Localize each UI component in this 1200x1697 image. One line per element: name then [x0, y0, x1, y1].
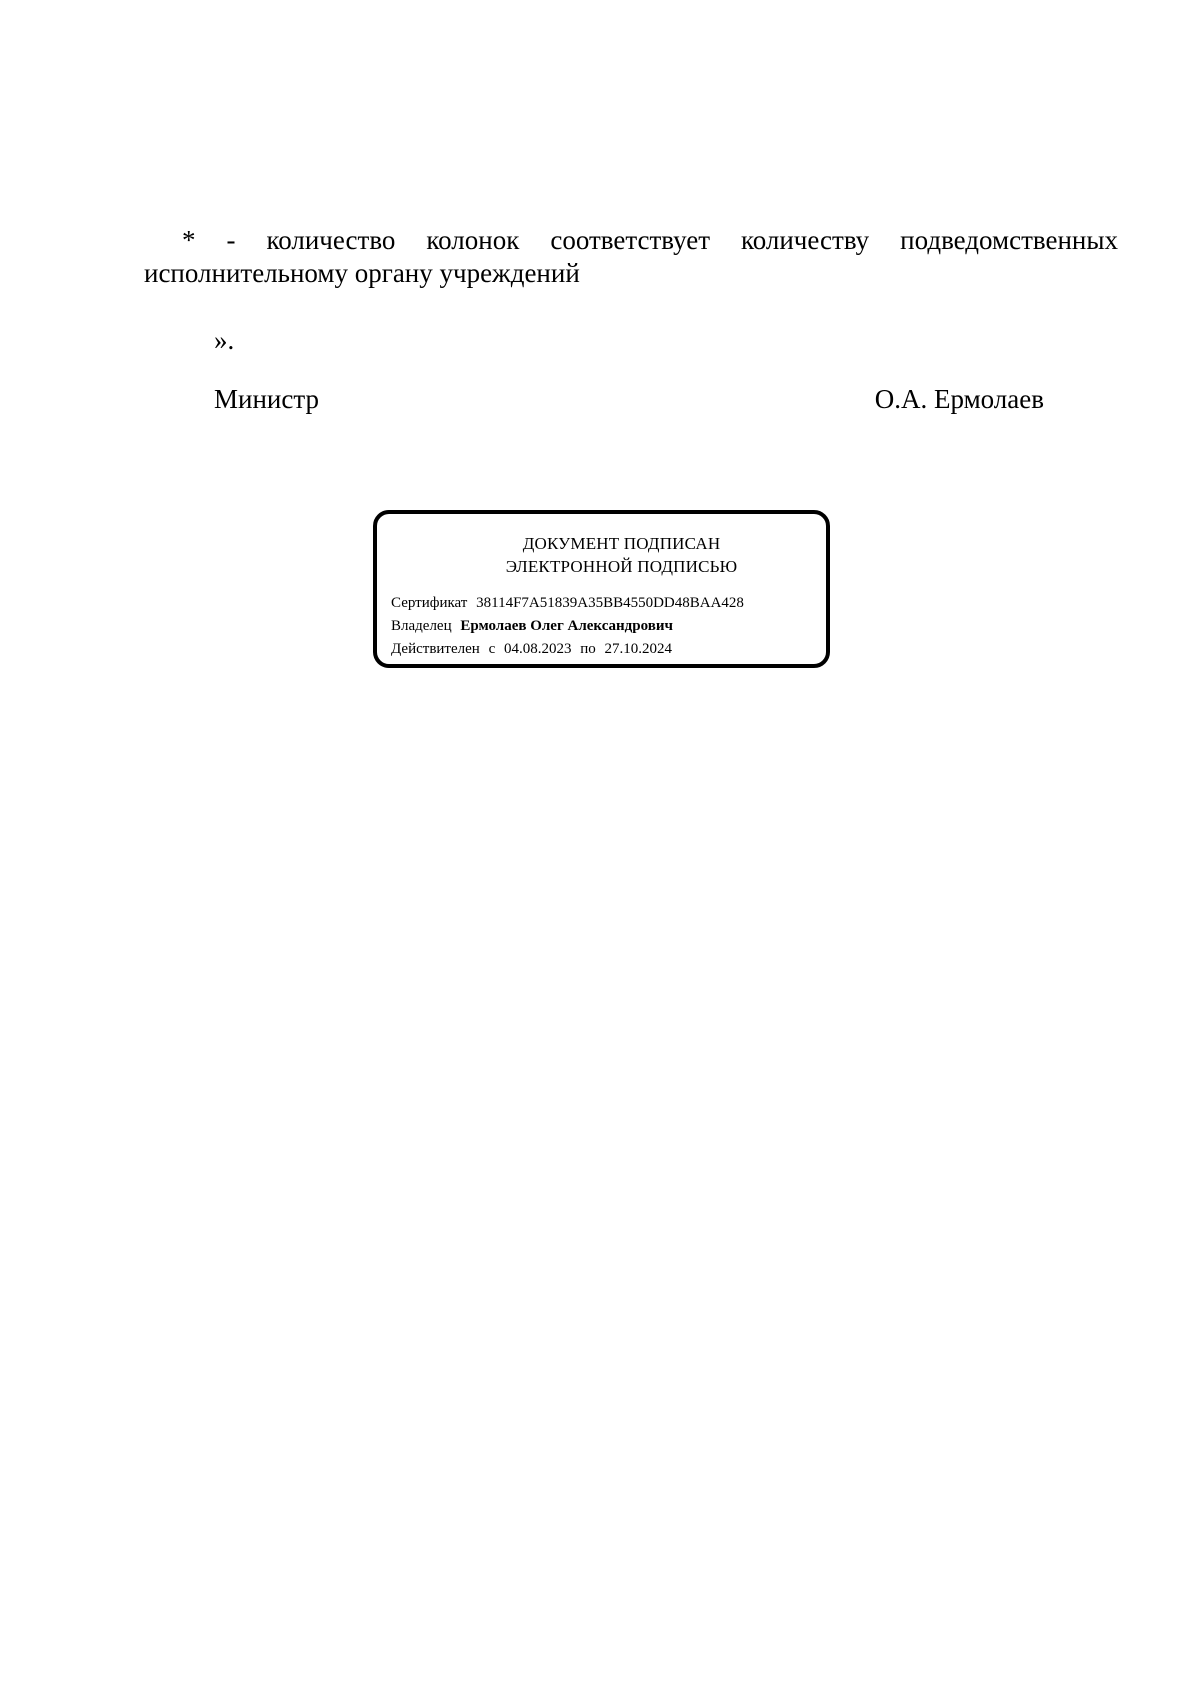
owner-label: Владелец: [391, 618, 452, 634]
certificate-label: Сертификат: [391, 595, 468, 611]
stamp-certificate-row: [391, 592, 744, 615]
valid-from-date: 04.08.2023: [503, 641, 572, 657]
owner-value: Ермолаев Олег Александрович: [460, 618, 673, 634]
stamp-title-line-2: ЭЛЕКТРОННОЙ ПОДПИСЬЮ: [505, 557, 738, 576]
closing-quote: ».: [214, 325, 235, 355]
stamp-title-line-1: ДОКУМЕНТ ПОДПИСАН: [522, 534, 721, 553]
signature-line: [214, 383, 1044, 416]
valid-label: Действителен: [391, 641, 480, 657]
valid-to-prefix: по: [580, 641, 596, 657]
signatory-position: Министр: [214, 384, 319, 414]
valid-from-prefix: с: [488, 641, 496, 657]
signatory-name: О.А. Ермолаев: [874, 384, 1044, 414]
stamp-title: [377, 532, 826, 578]
valid-to-date: 27.10.2024: [604, 641, 673, 657]
electronic-signature-stamp: [373, 510, 830, 668]
certificate-value: 38114F7A51839A35BB4550DD48BAA428: [476, 595, 744, 611]
stamp-details: [391, 592, 744, 661]
stamp-validity-row: [391, 638, 744, 661]
stamp-owner-row: [391, 615, 744, 638]
footnote-text: * - количество колонок соответствует количеству подведомственных исполнительному органу учреждений: [144, 225, 1118, 288]
